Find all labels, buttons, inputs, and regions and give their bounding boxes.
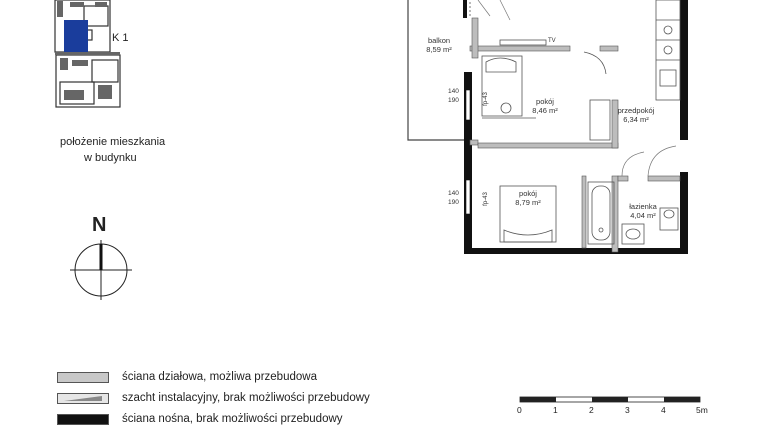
legend-swatch-bearing: [57, 414, 109, 425]
bearing-wall-right: [680, 0, 688, 140]
room-area: 6,34 m²: [623, 115, 649, 125]
room-name: pokój: [536, 97, 554, 106]
bed2-side-label: fp-43: [482, 192, 489, 206]
legend-label-bearing: ściana nośna, brak możliwości przebudowy: [122, 413, 343, 425]
scale-tick-3: 3: [625, 405, 630, 415]
building-code: K 1: [112, 32, 129, 44]
location-caption-line2: w budynku: [84, 152, 137, 164]
legend-swatch-shaft: [57, 393, 109, 404]
room-label-hallway: [610, 106, 662, 125]
room-name: łazienka: [629, 202, 657, 211]
bed1-length-label: 190: [448, 97, 459, 104]
bed1-side-label: fp-43: [482, 92, 489, 106]
legend-label-shaft: szacht instalacyjny, brak możliwości przebudowy: [122, 392, 370, 404]
scale-tick-1: 1: [553, 405, 558, 415]
room-area: 8,46 m²: [532, 106, 558, 116]
room-name: balkon: [427, 36, 451, 45]
scale-tick-4: 4: [661, 405, 666, 415]
room-area: 4,04 m²: [630, 211, 656, 221]
bed1-width-label: 140: [448, 88, 459, 95]
scale-tick-5: 5m: [696, 405, 708, 415]
room-area: 8,79 m²: [515, 198, 541, 208]
legend-swatch-partition: [57, 372, 109, 383]
legend-label-partition: ściana działowa, możliwa przebudowa: [122, 371, 317, 383]
scale-tick-2: 2: [589, 405, 594, 415]
bed2-length-label: 190: [448, 199, 459, 206]
scale-tick-0: 0: [517, 405, 522, 415]
tv-label: TV: [548, 38, 556, 44]
room-label-room1: [520, 97, 570, 116]
room-label-room2: [503, 189, 553, 208]
room-label-bathroom: [617, 202, 669, 221]
location-caption-line1: położenie mieszkania: [60, 136, 166, 148]
room-label-balcony: [414, 36, 464, 55]
room-name: pokój: [519, 189, 537, 198]
compass-label: N: [92, 214, 107, 236]
room-area: 8,59 m²: [426, 45, 452, 55]
room-name: przedpokój: [617, 106, 655, 115]
bed2-width-label: 140: [448, 190, 459, 197]
